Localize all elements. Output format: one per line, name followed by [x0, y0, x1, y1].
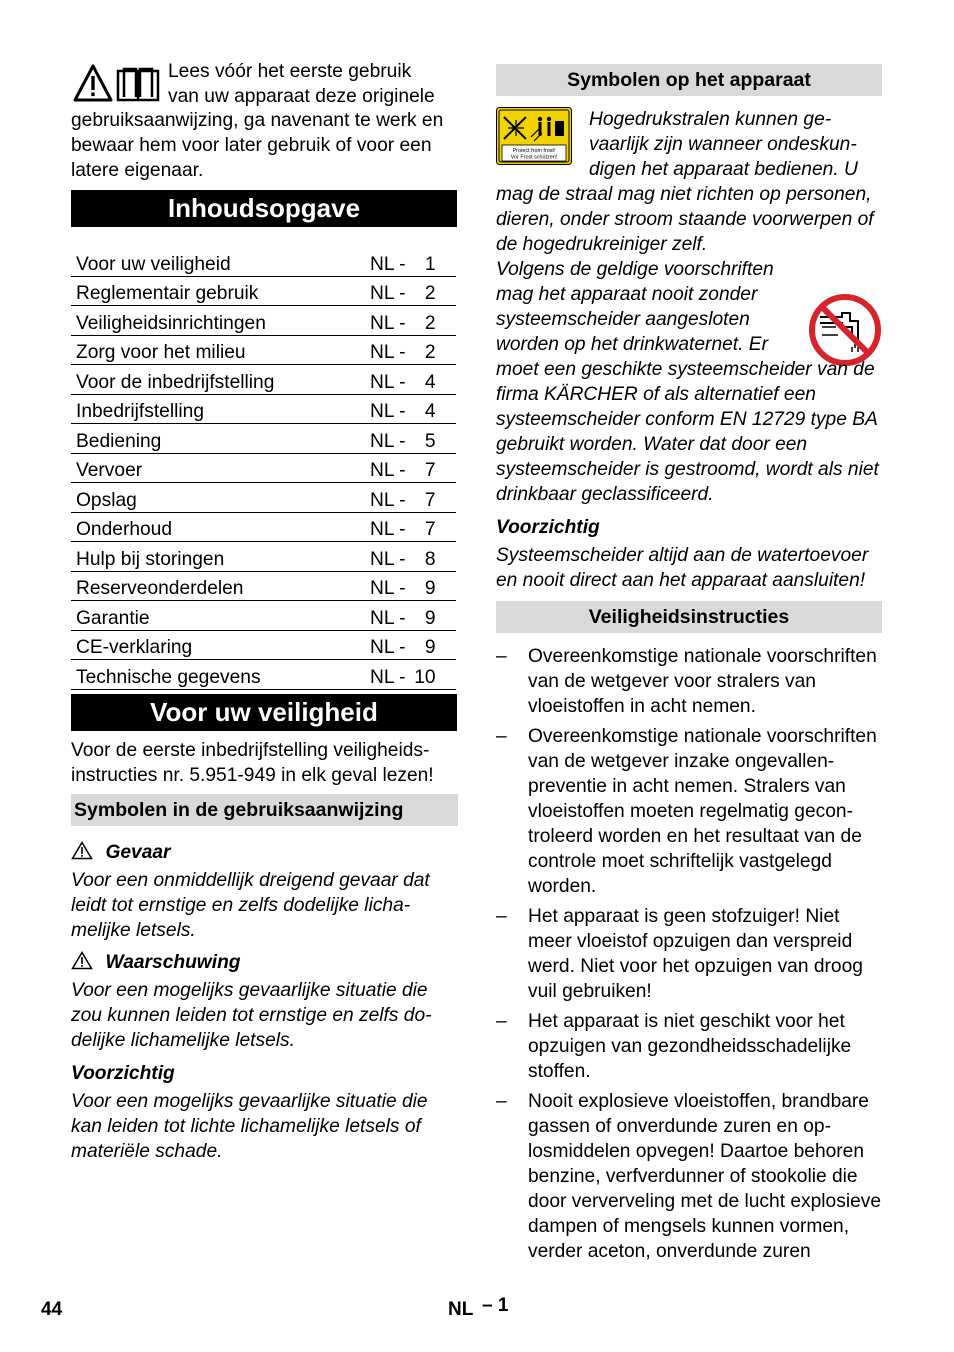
footer-lang: NL: [448, 1299, 474, 1320]
toc-title: Inhoudsopgave: [71, 190, 457, 227]
toc-page-prefix: NL -: [370, 430, 406, 452]
danger-text: Voor een onmiddellijk dreigend gevaar dat leidt tot ernstige en zelfs dodelijke lichamelijke letsels.: [71, 869, 430, 941]
toc-page-prefix: NL -: [370, 253, 406, 275]
toc-page-prefix: NL -: [370, 401, 406, 422]
toc-page-prefix: NL -: [370, 460, 406, 481]
list-item-text: Nooit explosieve vloeistoffen, brandbare gassen of onverdunde zuren en oplosmiddelen opvegen! Daartoe behoren benzine, verfverdunner of stookolie die door ververveling met de lucht explosieve dampen of mengsels kunnen vormen, verder aceton, onverdunde zuren: [528, 1091, 882, 1262]
footer-sub: – 1: [482, 1295, 509, 1316]
toc-row: [71, 630, 456, 660]
list-item-text: Het apparaat is niet geschikt voor het opzuigen van gezondheidsschadelijke stoffen.: [528, 1011, 852, 1082]
toc-entry-label: Reserveonderdelen: [71, 571, 365, 601]
toc-entry-label: Onderhoud: [71, 512, 365, 542]
toc-row: [71, 660, 456, 690]
toc-row: [71, 571, 456, 601]
toc-page-number: 2: [424, 283, 436, 304]
toc-entry-page: [365, 394, 456, 424]
left-column: [71, 58, 458, 1164]
caution-text: Voor een mogelijks gevaarlijke situatie die kan leiden tot lichte lichamelijke letsels of materiële schade.: [71, 1090, 428, 1162]
toc-entry-label: CE-verklaring: [71, 630, 365, 660]
frost-label-line-2: Vor Frost schützen!: [510, 154, 558, 161]
toc-entry-page: [365, 512, 456, 542]
toc-entry-label: Opslag: [71, 483, 365, 513]
toc-row: [71, 247, 456, 276]
toc-entry-label: Inbedrijfstelling: [71, 394, 365, 424]
toc-page-number: 7: [424, 489, 436, 511]
system-separator-text: Volgens de geldige voorschriften mag het apparaat nooit zonder systeemscheider aangesloten worden op het drinkwaternet. Er moet een geschikte systeemscheider van de firma KÄRCHER of als alternatief een systeemscheider conform EN 12729 type BA gebruikt worden. Water dat door een systeemscheider is gestroomd, wordt als niet drinkbaar geclassificeerd.: [496, 259, 879, 505]
toc-entry-page: [365, 424, 456, 454]
symbols-heading: Symbolen in de gebruiksaanwijzing: [71, 794, 458, 826]
device-symbols-block: [496, 107, 882, 507]
intro-header: [71, 58, 458, 108]
frost-label-line-1: Protect from frost!: [512, 148, 556, 154]
toc-page-number: 8: [424, 548, 436, 570]
warning-label-row: [71, 951, 458, 975]
toc-entry-label: Voor de inbedrijfstelling: [71, 365, 365, 395]
warning-text: Voor een mogelijks gevaarlijke situatie die zou kunnen leiden tot ernstige en zelfs dodelijke lichamelijke letsels.: [71, 979, 432, 1051]
warning-triangle-icon: [73, 64, 113, 107]
toc-page-prefix: NL -: [370, 548, 406, 570]
toc-row: [71, 276, 456, 306]
toc-row: [71, 601, 456, 631]
safety-intro-line-1: Voor de eerste inbedrijfstelling veiligheids-: [71, 739, 430, 761]
danger-label-row: [71, 841, 458, 865]
toc-page-number: 7: [424, 460, 436, 481]
safety-instructions-list: [496, 644, 882, 1264]
toc-row: [71, 335, 456, 365]
safety-instructions-heading: Veiligheidsinstructies: [496, 601, 882, 633]
toc-entry-page: [365, 542, 456, 572]
toc-entry-label: Technische gegevens: [71, 660, 365, 690]
warning-triangle-icon: [71, 841, 93, 868]
list-item-text: Overeenkomstige nationale voorschriften van de wetgever inzake ongevallenpreventie in acht nemen. Stralers van vloeistoffen moeten regelmatig gecontroleerd worden en het resultaat van de controle moet schriftelijk vastgelegd worden.: [528, 726, 877, 897]
dash-bullet-icon: –: [496, 906, 507, 927]
warning-label: Waarschuwing: [105, 951, 241, 973]
toc-entry-page: [365, 247, 456, 276]
list-item: [496, 1089, 882, 1264]
right-column: [496, 64, 882, 1269]
toc-row: [71, 483, 456, 513]
toc-page-number: 5: [424, 430, 436, 452]
device-caution-label: Voorzichtig: [496, 517, 600, 538]
toc-page-number: 7: [424, 519, 436, 540]
toc-page-prefix: NL -: [370, 519, 406, 540]
toc-entry-page: [365, 365, 456, 395]
device-symbols-heading: Symbolen op het apparaat: [496, 64, 882, 96]
toc-page-prefix: NL -: [370, 283, 406, 304]
toc-entry-label: Reglementair gebruik: [71, 276, 365, 306]
safety-title: Voor uw veiligheid: [71, 694, 457, 731]
dash-bullet-icon: –: [496, 726, 507, 747]
intro-text: gebruiksaanwijzing, ga navenant te werk en bewaar hem voor later gebruik of voor een latere eigenaar.: [71, 110, 444, 181]
toc-page-number: 10: [414, 666, 436, 688]
toc-row: [71, 542, 456, 572]
toc-page-number: 9: [424, 607, 436, 629]
danger-label: Gevaar: [105, 841, 171, 863]
dash-bullet-icon: –: [496, 1011, 507, 1032]
list-item: [496, 724, 882, 899]
dash-bullet-icon: –: [496, 1091, 507, 1112]
caution-label: Voorzichtig: [71, 1062, 175, 1084]
list-item-text: Overeenkomstige nationale voorschriften van de wetgever voor stralers van vloeistoffen in acht nemen.: [528, 646, 877, 717]
high-pressure-warning-text: Hogedrukstralen kunnen gevaarlijk zijn wanneer ondeskundigen het apparaat bedienen. U mag de straal mag niet richten op personen, dieren, onder stroom staande voorwerpen of de hogedrukreiniger zelf.: [496, 109, 874, 255]
dash-bullet-icon: –: [496, 646, 507, 667]
toc-row: [71, 453, 456, 483]
toc-row: [71, 365, 456, 395]
toc-page-prefix: NL -: [370, 312, 406, 334]
page-number: 44: [41, 1299, 63, 1320]
toc-page-prefix: NL -: [370, 666, 406, 688]
toc-entry-page: [365, 630, 456, 660]
toc-entry-page: [365, 335, 456, 365]
toc-row: [71, 306, 456, 336]
toc-page-number: 2: [424, 342, 436, 363]
toc-page-prefix: NL -: [370, 342, 406, 363]
intro-line-1: Lees vóór het eerste gebruik: [168, 61, 412, 82]
toc-page-prefix: NL -: [370, 371, 406, 393]
list-item-text: Het apparaat is geen stofzuiger! Niet meer vloeistof opzuigen dan verspreid werd. Niet voor het opzuigen van droog vuil gebruiken!: [528, 906, 863, 1002]
toc-entry-label: Veiligheidsinrichtingen: [71, 306, 365, 336]
toc-entry-page: [365, 276, 456, 306]
toc-entry-label: Bediening: [71, 424, 365, 454]
manual-book-icon: [116, 66, 160, 107]
intro-line-2: van uw apparaat deze originele: [168, 86, 435, 107]
toc-row: [71, 424, 456, 454]
toc-page-number: 4: [424, 371, 436, 393]
toc-page-prefix: NL -: [370, 578, 406, 599]
toc-entry-page: [365, 601, 456, 631]
toc-page-number: 1: [424, 253, 436, 275]
toc-page-prefix: NL -: [370, 637, 406, 658]
toc-entry-page: [365, 306, 456, 336]
toc-entry-page: [365, 571, 456, 601]
toc-entry-label: Hulp bij storingen: [71, 542, 365, 572]
list-item: [496, 644, 882, 719]
toc-entry-label: Voor uw veiligheid: [71, 247, 365, 276]
toc-page-number: 4: [424, 401, 436, 422]
toc-entry-page: [365, 483, 456, 513]
toc-row: [71, 394, 456, 424]
toc-page-number: 9: [424, 637, 436, 658]
toc-page-prefix: NL -: [370, 489, 406, 511]
toc-entry-page: [365, 453, 456, 483]
list-item: [496, 904, 882, 1004]
toc-entry-label: Zorg voor het milieu: [71, 335, 365, 365]
toc-entry-label: Vervoer: [71, 453, 365, 483]
toc-page-prefix: NL -: [370, 607, 406, 629]
toc-row: [71, 512, 456, 542]
list-item: [496, 1009, 882, 1084]
toc-entry-label: Garantie: [71, 601, 365, 631]
device-caution-text: Systeemscheider altijd aan de watertoevoer en nooit direct aan het apparaat aansluiten!: [496, 545, 869, 591]
toc-page-number: 9: [424, 578, 436, 599]
safety-intro-line-2: instructies nr. 5.951-949 in elk geval lezen!: [71, 764, 434, 786]
toc-table: [71, 247, 456, 690]
toc-page-number: 2: [424, 312, 436, 334]
toc-entry-page: [365, 660, 456, 690]
warning-triangle-icon: [71, 951, 93, 978]
